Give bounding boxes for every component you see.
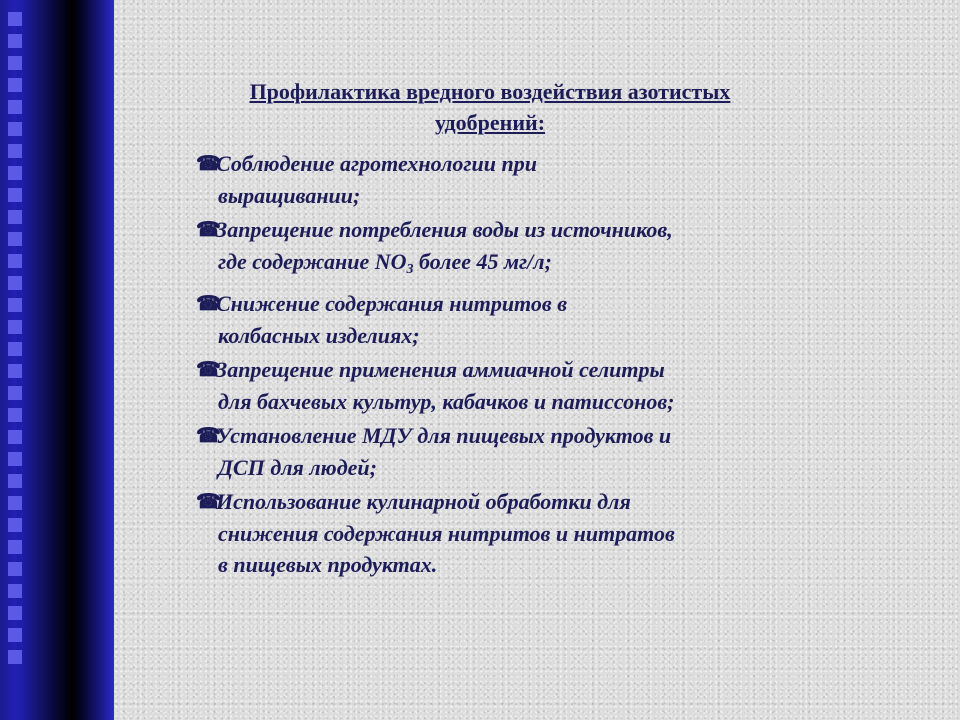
slide-title-line2: удобрений:: [434, 110, 546, 135]
deco-square: [8, 408, 22, 422]
telephone-icon: ☎: [196, 219, 221, 241]
deco-square: [8, 518, 22, 532]
telephone-icon: ☎: [196, 359, 221, 381]
telephone-icon: ☎: [196, 293, 221, 315]
deco-square: [8, 628, 22, 642]
bullet-text: Запрещение применения аммиачной селитры: [216, 357, 665, 382]
deco-square: [8, 188, 22, 202]
bullet-text: Использование кулинарной обработки для: [216, 489, 631, 514]
bullet-text-continued: выращивании;: [218, 182, 361, 208]
deco-square: [8, 562, 22, 576]
telephone-icon: ☎: [196, 491, 221, 513]
bullet-text-part: где содержание NO: [218, 248, 407, 274]
telephone-icon: ☎: [196, 425, 221, 447]
bullet-text-continued: для бахчевых культур, кабачков и патиссонов;: [218, 388, 675, 414]
deco-square: [8, 166, 22, 180]
bullet-item: [196, 486, 796, 581]
bullet-item: [196, 214, 796, 285]
deco-square: [8, 122, 22, 136]
deco-square: [8, 254, 22, 268]
deco-square: [8, 496, 22, 510]
deco-square: [8, 56, 22, 70]
deco-square: [8, 276, 22, 290]
deco-square: [8, 650, 22, 664]
decorative-side-band: [0, 0, 114, 720]
slide-title: [180, 76, 800, 138]
bullet-item: [196, 288, 796, 351]
deco-square: [8, 12, 22, 26]
deco-square: [8, 430, 22, 444]
deco-square: [8, 584, 22, 598]
bullet-item: [196, 354, 796, 417]
deco-square: [8, 210, 22, 224]
square-strip: [8, 12, 24, 720]
bullet-text-continued: ДСП для людей;: [218, 454, 377, 480]
deco-square: [8, 342, 22, 356]
deco-square: [8, 386, 22, 400]
bullet-text: Снижение содержания нитритов в: [216, 291, 568, 316]
deco-square: [8, 144, 22, 158]
slide-title-line1: Профилактика вредного воздействия азотистых: [249, 79, 731, 104]
deco-square: [8, 452, 22, 466]
bullet-item: [196, 148, 796, 211]
chemical-subscript: 3: [406, 261, 414, 277]
telephone-icon: ☎: [196, 153, 221, 175]
deco-square: [8, 34, 22, 48]
bullet-item: [196, 420, 796, 483]
deco-square: [8, 540, 22, 554]
bullet-text-part: более 45 мг/л;: [413, 248, 552, 274]
deco-square: [8, 78, 22, 92]
deco-square: [8, 606, 22, 620]
deco-square: [8, 320, 22, 334]
bullet-text-continued: [216, 246, 796, 286]
bullet-text-continued: снижения содержания нитритов и нитратов: [218, 520, 675, 546]
bullet-text: Соблюдение агротехнологии при: [216, 151, 537, 176]
bullet-text-continued: колбасных изделиях;: [218, 322, 420, 348]
bullet-text: Запрещение потребления воды из источников,: [216, 217, 673, 242]
deco-square: [8, 100, 22, 114]
deco-square: [8, 232, 22, 246]
deco-square: [8, 474, 22, 488]
deco-square: [8, 298, 22, 312]
bullet-list: [196, 148, 796, 584]
bullet-text-continued: в пищевых продуктах.: [218, 552, 438, 577]
bullet-text: Установление МДУ для пищевых продуктов и: [216, 423, 672, 448]
deco-square: [8, 364, 22, 378]
